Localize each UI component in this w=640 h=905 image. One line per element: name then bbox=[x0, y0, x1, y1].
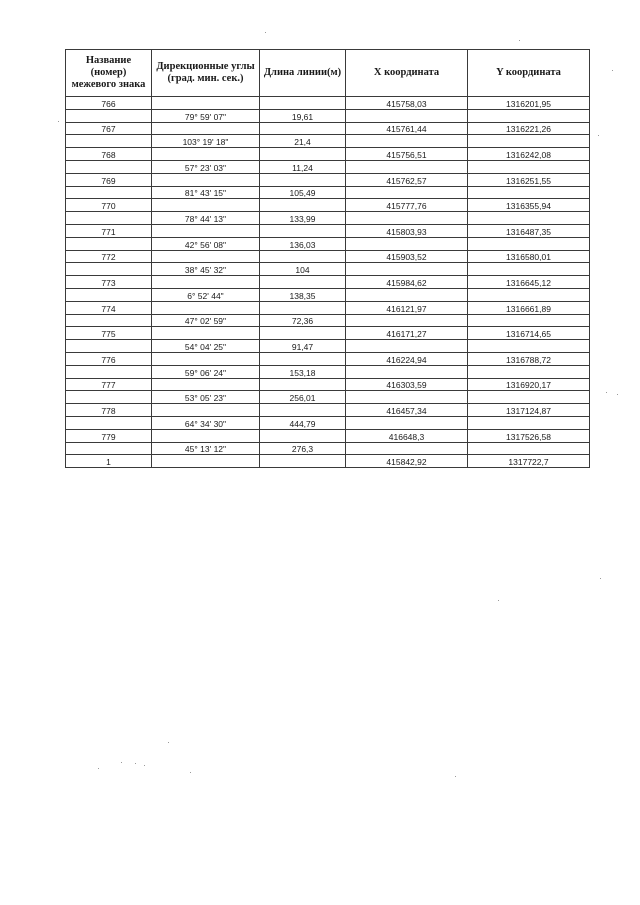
segment-row bbox=[66, 416, 590, 429]
empty-cell bbox=[260, 173, 346, 186]
segment-row bbox=[66, 391, 590, 404]
empty-cell bbox=[152, 429, 260, 442]
segment-length: 256,01 bbox=[260, 391, 346, 404]
point-row bbox=[66, 122, 590, 135]
point-x: 415762,57 bbox=[346, 173, 468, 186]
point-y: 1316920,17 bbox=[468, 378, 590, 391]
point-y: 1316201,95 bbox=[468, 97, 590, 110]
empty-cell bbox=[346, 442, 468, 455]
segment-angle: 57° 23' 03" bbox=[152, 160, 260, 173]
empty-cell bbox=[468, 237, 590, 250]
empty-cell bbox=[468, 212, 590, 225]
segment-length: 104 bbox=[260, 263, 346, 276]
segment-angle: 53° 05' 23" bbox=[152, 391, 260, 404]
point-row bbox=[66, 250, 590, 263]
empty-cell bbox=[346, 314, 468, 327]
point-y: 1316714,65 bbox=[468, 327, 590, 340]
empty-cell bbox=[152, 148, 260, 161]
point-y: 1317526,58 bbox=[468, 429, 590, 442]
segment-row bbox=[66, 237, 590, 250]
point-name: 778 bbox=[66, 404, 152, 417]
empty-cell bbox=[260, 327, 346, 340]
point-row bbox=[66, 148, 590, 161]
point-x: 415803,93 bbox=[346, 224, 468, 237]
empty-cell bbox=[346, 340, 468, 353]
empty-cell bbox=[66, 135, 152, 148]
empty-cell bbox=[152, 455, 260, 468]
empty-cell bbox=[468, 365, 590, 378]
segment-angle: 64° 34' 30" bbox=[152, 416, 260, 429]
point-x: 415756,51 bbox=[346, 148, 468, 161]
segment-row bbox=[66, 288, 590, 301]
scan-speck bbox=[600, 578, 601, 579]
point-row bbox=[66, 301, 590, 314]
scan-speck bbox=[144, 765, 145, 766]
point-x: 416457,34 bbox=[346, 404, 468, 417]
empty-cell bbox=[346, 263, 468, 276]
point-y: 1316645,12 bbox=[468, 276, 590, 289]
point-y: 1316355,94 bbox=[468, 199, 590, 212]
scan-speck bbox=[168, 742, 169, 743]
point-y: 1316251,55 bbox=[468, 173, 590, 186]
scan-speck bbox=[98, 768, 99, 769]
empty-cell bbox=[468, 135, 590, 148]
point-y: 1317722,7 bbox=[468, 455, 590, 468]
segment-row bbox=[66, 212, 590, 225]
segment-row bbox=[66, 263, 590, 276]
point-y: 1316661,89 bbox=[468, 301, 590, 314]
point-row bbox=[66, 429, 590, 442]
empty-cell bbox=[66, 237, 152, 250]
segment-length: 153,18 bbox=[260, 365, 346, 378]
empty-cell bbox=[152, 276, 260, 289]
empty-cell bbox=[66, 212, 152, 225]
point-name: 774 bbox=[66, 301, 152, 314]
empty-cell bbox=[260, 429, 346, 442]
empty-cell bbox=[468, 340, 590, 353]
empty-cell bbox=[260, 378, 346, 391]
point-x: 415842,92 bbox=[346, 455, 468, 468]
segment-angle: 6° 52' 44" bbox=[152, 288, 260, 301]
scan-speck bbox=[121, 762, 122, 763]
segment-row bbox=[66, 109, 590, 122]
empty-cell bbox=[66, 365, 152, 378]
empty-cell bbox=[346, 135, 468, 148]
segment-angle: 47° 02' 59" bbox=[152, 314, 260, 327]
empty-cell bbox=[152, 327, 260, 340]
empty-cell bbox=[152, 224, 260, 237]
empty-cell bbox=[260, 276, 346, 289]
scan-speck bbox=[498, 600, 499, 601]
empty-cell bbox=[66, 391, 152, 404]
point-name: 767 bbox=[66, 122, 152, 135]
header-y: Y координата bbox=[468, 50, 590, 97]
segment-row bbox=[66, 442, 590, 455]
segment-row bbox=[66, 186, 590, 199]
point-name: 779 bbox=[66, 429, 152, 442]
point-name: 777 bbox=[66, 378, 152, 391]
point-row bbox=[66, 97, 590, 110]
empty-cell bbox=[468, 186, 590, 199]
scan-speck bbox=[519, 40, 520, 41]
segment-angle: 38° 45' 32" bbox=[152, 263, 260, 276]
empty-cell bbox=[260, 97, 346, 110]
segment-length: 91,47 bbox=[260, 340, 346, 353]
empty-cell bbox=[468, 263, 590, 276]
segment-angle: 78° 44' 13" bbox=[152, 212, 260, 225]
point-row bbox=[66, 224, 590, 237]
empty-cell bbox=[468, 416, 590, 429]
empty-cell bbox=[152, 301, 260, 314]
empty-cell bbox=[346, 212, 468, 225]
header-length: Длина линии(м) bbox=[260, 50, 346, 97]
empty-cell bbox=[346, 186, 468, 199]
empty-cell bbox=[346, 109, 468, 122]
point-x: 416224,94 bbox=[346, 352, 468, 365]
scan-speck bbox=[617, 394, 618, 395]
empty-cell bbox=[66, 416, 152, 429]
point-row bbox=[66, 199, 590, 212]
empty-cell bbox=[468, 391, 590, 404]
point-name: 776 bbox=[66, 352, 152, 365]
segment-length: 72,36 bbox=[260, 314, 346, 327]
point-y: 1316788,72 bbox=[468, 352, 590, 365]
empty-cell bbox=[260, 148, 346, 161]
empty-cell bbox=[66, 288, 152, 301]
empty-cell bbox=[66, 340, 152, 353]
empty-cell bbox=[260, 455, 346, 468]
empty-cell bbox=[66, 109, 152, 122]
empty-cell bbox=[66, 186, 152, 199]
empty-cell bbox=[260, 301, 346, 314]
empty-cell bbox=[468, 160, 590, 173]
segment-length: 276,3 bbox=[260, 442, 346, 455]
segment-length: 19,61 bbox=[260, 109, 346, 122]
point-x: 415984,62 bbox=[346, 276, 468, 289]
empty-cell bbox=[152, 352, 260, 365]
empty-cell bbox=[152, 97, 260, 110]
empty-cell bbox=[468, 109, 590, 122]
scan-speck bbox=[190, 772, 191, 773]
empty-cell bbox=[66, 263, 152, 276]
point-name: 771 bbox=[66, 224, 152, 237]
point-x: 415903,52 bbox=[346, 250, 468, 263]
point-name: 766 bbox=[66, 97, 152, 110]
point-y: 1317124,87 bbox=[468, 404, 590, 417]
segment-row bbox=[66, 314, 590, 327]
scan-speck bbox=[265, 32, 266, 33]
empty-cell bbox=[468, 314, 590, 327]
empty-cell bbox=[152, 404, 260, 417]
point-x: 415758,03 bbox=[346, 97, 468, 110]
empty-cell bbox=[66, 442, 152, 455]
segment-angle: 81° 43' 15" bbox=[152, 186, 260, 199]
header-name: Название (номер) межевого знака bbox=[66, 50, 152, 97]
empty-cell bbox=[260, 404, 346, 417]
point-name: 770 bbox=[66, 199, 152, 212]
empty-cell bbox=[152, 173, 260, 186]
point-y: 1316242,08 bbox=[468, 148, 590, 161]
segment-angle: 45° 13' 12" bbox=[152, 442, 260, 455]
point-name: 772 bbox=[66, 250, 152, 263]
segment-angle: 59° 06' 24" bbox=[152, 365, 260, 378]
segment-angle: 103° 19' 18" bbox=[152, 135, 260, 148]
empty-cell bbox=[260, 352, 346, 365]
scan-speck bbox=[606, 392, 607, 393]
header-x: Х координата bbox=[346, 50, 468, 97]
boundary-coordinates-table bbox=[65, 49, 590, 468]
point-row bbox=[66, 378, 590, 391]
empty-cell bbox=[346, 288, 468, 301]
point-x: 415761,44 bbox=[346, 122, 468, 135]
point-x: 416121,97 bbox=[346, 301, 468, 314]
empty-cell bbox=[346, 416, 468, 429]
point-x: 416648,3 bbox=[346, 429, 468, 442]
point-row bbox=[66, 173, 590, 186]
empty-cell bbox=[346, 365, 468, 378]
segment-length: 133,99 bbox=[260, 212, 346, 225]
point-name: 775 bbox=[66, 327, 152, 340]
segment-length: 105,49 bbox=[260, 186, 346, 199]
segment-angle: 42° 56' 08" bbox=[152, 237, 260, 250]
point-y: 1316221,26 bbox=[468, 122, 590, 135]
segment-row bbox=[66, 135, 590, 148]
empty-cell bbox=[260, 224, 346, 237]
empty-cell bbox=[152, 250, 260, 263]
point-row bbox=[66, 455, 590, 468]
empty-cell bbox=[468, 442, 590, 455]
scan-speck bbox=[455, 776, 456, 777]
empty-cell bbox=[260, 250, 346, 263]
empty-cell bbox=[152, 199, 260, 212]
empty-cell bbox=[260, 122, 346, 135]
empty-cell bbox=[346, 391, 468, 404]
segment-length: 11,24 bbox=[260, 160, 346, 173]
segment-angle: 54° 04' 25" bbox=[152, 340, 260, 353]
scan-speck bbox=[58, 121, 59, 122]
point-name: 769 bbox=[66, 173, 152, 186]
empty-cell bbox=[468, 288, 590, 301]
empty-cell bbox=[152, 122, 260, 135]
point-name: 768 bbox=[66, 148, 152, 161]
scan-speck bbox=[612, 70, 613, 71]
segment-length: 138,35 bbox=[260, 288, 346, 301]
segment-angle: 79° 59' 07" bbox=[152, 109, 260, 122]
point-row bbox=[66, 327, 590, 340]
point-name: 773 bbox=[66, 276, 152, 289]
point-row bbox=[66, 404, 590, 417]
point-x: 416171,27 bbox=[346, 327, 468, 340]
empty-cell bbox=[346, 160, 468, 173]
empty-cell bbox=[66, 160, 152, 173]
point-y: 1316580,01 bbox=[468, 250, 590, 263]
segment-length: 21,4 bbox=[260, 135, 346, 148]
header-angle: Дирекционные углы (град. мин. сек.) bbox=[152, 50, 260, 97]
table-body bbox=[66, 97, 590, 468]
point-row bbox=[66, 352, 590, 365]
empty-cell bbox=[346, 237, 468, 250]
segment-length: 136,03 bbox=[260, 237, 346, 250]
scan-speck bbox=[135, 763, 136, 764]
point-x: 415777,76 bbox=[346, 199, 468, 212]
segment-length: 444,79 bbox=[260, 416, 346, 429]
empty-cell bbox=[152, 378, 260, 391]
point-row bbox=[66, 276, 590, 289]
empty-cell bbox=[66, 314, 152, 327]
point-name: 1 bbox=[66, 455, 152, 468]
scan-speck bbox=[598, 135, 599, 136]
segment-row bbox=[66, 340, 590, 353]
point-y: 1316487,35 bbox=[468, 224, 590, 237]
segment-row bbox=[66, 160, 590, 173]
table-header-row bbox=[66, 50, 590, 97]
segment-row bbox=[66, 365, 590, 378]
empty-cell bbox=[260, 199, 346, 212]
point-x: 416303,59 bbox=[346, 378, 468, 391]
